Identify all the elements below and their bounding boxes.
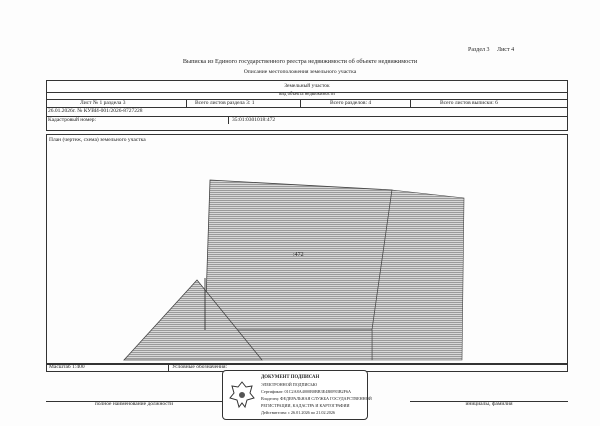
- plan-caption: План (чертеж, схема) земельного участка: [49, 137, 146, 143]
- cadastral-number: 35:01:0301018:472: [232, 117, 276, 123]
- request-date-number: 26.01.2026г. № КУВИ-001/2026-8727228: [48, 108, 143, 114]
- position-caption: полное наименование должности: [94, 401, 174, 407]
- document-subtitle: Описание местоположения земельного участка: [243, 69, 357, 75]
- cadastral-label: Кадастровый номер:: [48, 117, 97, 123]
- scale-label: Масштаб 1:400: [49, 364, 85, 370]
- stamp-line6: Действителен: с 26.01.2026 по 21.02.2026: [261, 410, 336, 415]
- divider: [168, 364, 169, 372]
- sections-total: Всего разделов: 4: [330, 100, 372, 106]
- sheets-in-section: Всего листов раздела 3: 1: [195, 100, 255, 106]
- stamp-line2: ЭЛЕКТРОННОЙ ПОДПИСЬЮ: [261, 382, 318, 387]
- stamp-line4: Владелец: ФЕДЕРАЛЬНАЯ СЛУЖБА ГОСУДАРСТВЕННОЙ: [261, 396, 372, 401]
- sheets-total: Всего листов выписки: 6: [440, 100, 498, 106]
- object-type-caption: вид объекта недвижимости: [279, 92, 335, 97]
- legend-label: Условные обозначения:: [172, 364, 228, 370]
- name-caption: инициалы, фамилия: [465, 401, 513, 407]
- stamp-line3: Сертификат: 01C2A8A4000B0BB3E4B0F83B2F6A: [261, 389, 352, 394]
- electronic-signature-stamp: [222, 370, 372, 420]
- stamp-line1: ДОКУМЕНТ ПОДПИСАН: [261, 375, 320, 380]
- emblem-icon: [229, 380, 255, 410]
- sheet-of-section: Лист № 1 раздела 3: [80, 100, 126, 106]
- parcel-label: :472: [293, 252, 304, 258]
- stamp-line5: РЕГИСТРАЦИИ, КАДАСТРА И КАРТОГРАФИИ: [261, 403, 350, 408]
- object-type: Земельный участок: [284, 83, 330, 89]
- document-title: Выписка из Единого государственного реестра недвижимости об объекте недвижимости: [182, 58, 418, 65]
- section-sheet-label: Раздел 3: [468, 47, 490, 53]
- sheet-label: Лист 4: [497, 47, 515, 53]
